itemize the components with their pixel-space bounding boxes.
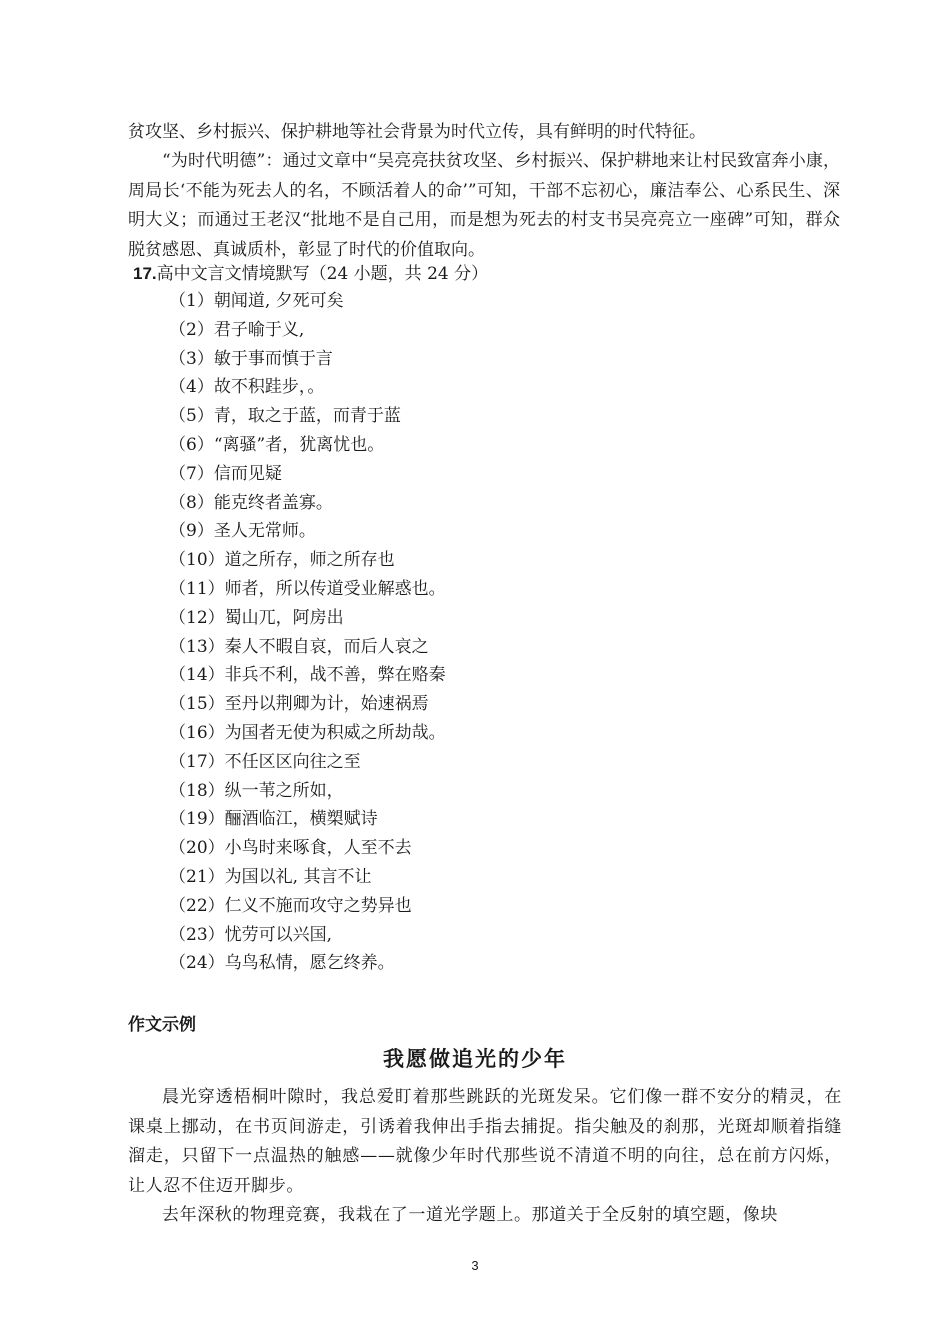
list-item: （19）酾酒临江，横槊赋诗	[169, 809, 378, 830]
list-item: （5）青，取之于蓝，而青于蓝	[169, 406, 401, 427]
list-item: （21）为国以礼, 其言不让	[169, 866, 372, 887]
list-item: （4）故不积跬步，。	[169, 377, 325, 398]
list-item: （10）道之所存，师之所存也	[169, 550, 395, 571]
section-label: 作文示例	[128, 1015, 196, 1035]
list-item: （14）非兵不利，战不善，弊在赂秦	[169, 665, 446, 686]
essay-paragraph: 去年深秋的物理竞赛，我栽在了一道光学题上。那道关于全反射的填空题，像块	[162, 1205, 778, 1225]
essay-title: 我愿做追光的少年	[383, 1046, 567, 1071]
essay-paragraph: 晨光穿透梧桐叶隙时，我总爱盯着那些跳跃的光斑发呆。它们像一群不安分的精灵，在课桌上挪动，在书页间游走，引诱着我伸出手指去捕捉。指尖触及的刹那，光斑却顺着指缝溜走，只留下一点温热的触感——就像少年时代那些说不清道不明的向往，总在前方闪烁，让人忍不住迈开脚步。	[128, 1087, 842, 1196]
list-item: （18）纵一苇之所如，	[169, 780, 344, 801]
answer-paragraph-era-virtue: “为时代明德”：通过文章中“吴亮亮扶贫攻坚、乡村振兴、保护耕地来让村民致富奔小康，周局长‘不能为死去人的名，不顾活着人的命’”可知，干部不忘初心，廉洁奉公、心系民生、深明大义；而通过王老汉“批地不是自己用，而是想为死去的村支书吴亮亮立一座碑”可知，群众脱贫感恩、真诚质朴，彰显了时代的价值取向。	[128, 151, 840, 260]
list-item: （16）为国者无使为积威之所劫哉。	[169, 722, 446, 743]
question-number: 17.	[133, 264, 157, 283]
recitation-answer-list	[169, 287, 446, 978]
list-item: （6）“离骚”者，犹离忧也。	[169, 434, 385, 455]
list-item: （24）乌鸟私情，愿乞终养。	[169, 953, 395, 974]
answer-paragraph-continued: 贫攻坚、乡村振兴、保护耕地等社会背景为时代立传，具有鲜明的时代特征。	[128, 122, 706, 142]
question-17-heading	[133, 262, 488, 286]
list-item: （20）小鸟时来啄食，人至不去	[169, 838, 412, 859]
list-item: （9）圣人无常师。	[169, 521, 316, 542]
question-title: 高中文言文情境默写（24 小题，共 24 分）	[156, 264, 489, 284]
list-item: （3）敏于事而慎于言	[169, 348, 333, 369]
list-item: （22）仁义不施而攻守之势异也	[169, 895, 412, 916]
list-item: （17）不任区区向往之至	[169, 751, 361, 772]
page-number: 3	[471, 1258, 479, 1273]
list-item: （11）师者，所以传道受业解惑也。	[169, 578, 446, 599]
list-item: （12）蜀山兀，阿房出	[169, 607, 344, 628]
list-item: （23）忧劳可以兴国,	[169, 924, 333, 945]
list-item: （13）秦人不暇自哀，而后人哀之	[169, 636, 429, 657]
list-item: （7）信而见疑	[169, 463, 282, 484]
list-item: （8）能克终者盖寡。	[169, 492, 333, 513]
list-item: （2）君子喻于义,	[169, 319, 305, 340]
list-item: （1）朝闻道, 夕死可矣	[169, 291, 344, 311]
list-item: （15）至丹以荆卿为计，始速祸焉	[169, 694, 429, 715]
